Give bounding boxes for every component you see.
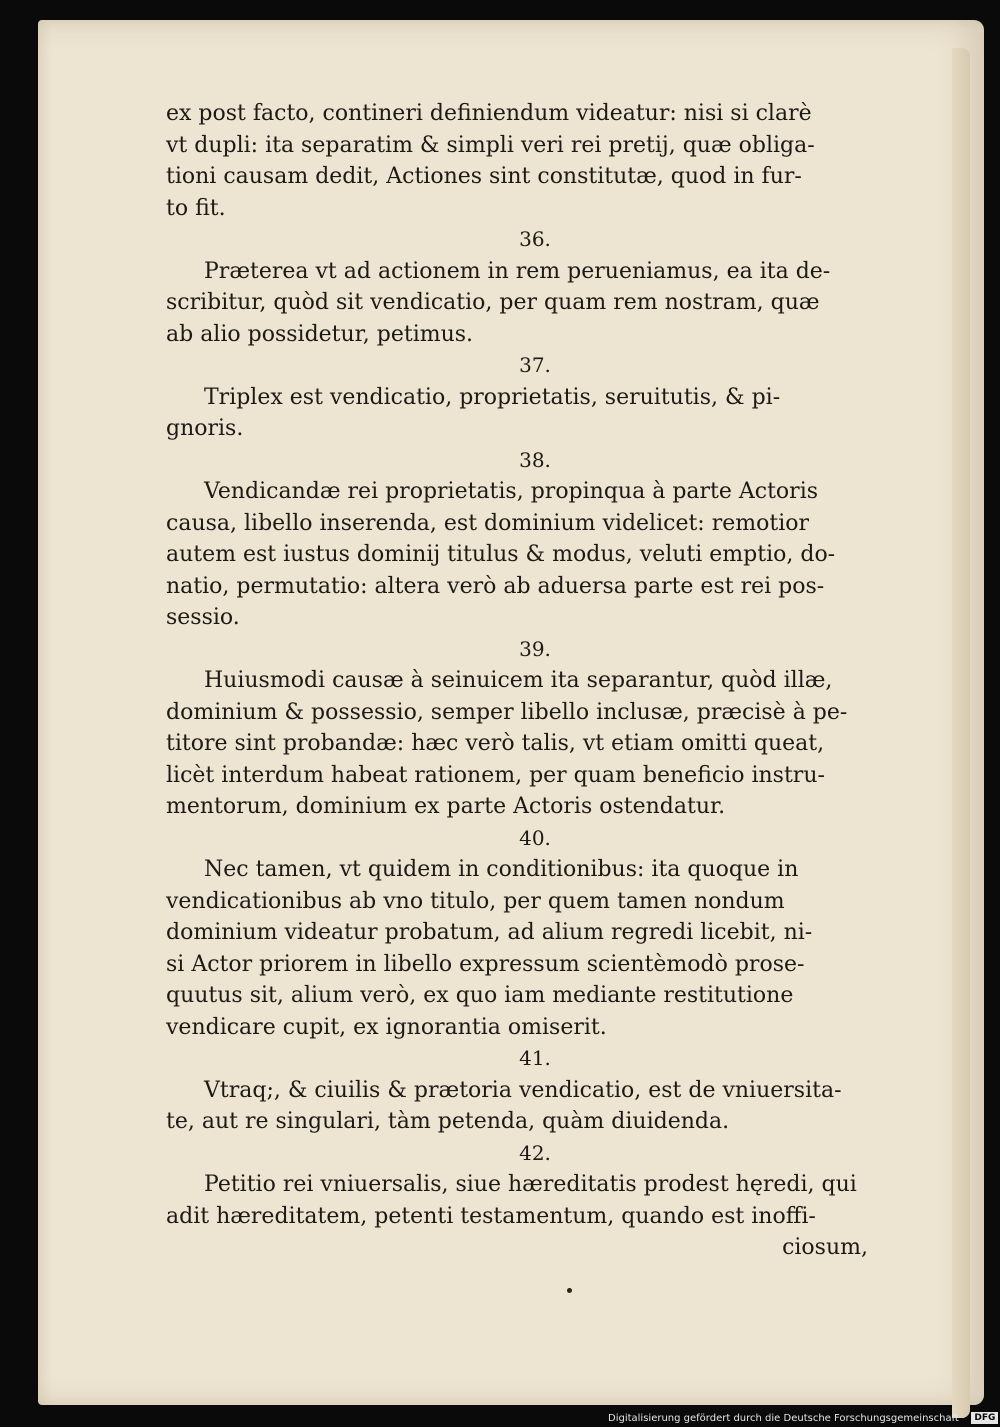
- text-line: vt dupli: ita separatim & simpli veri rei pretij, quæ obliga-: [166, 132, 815, 158]
- text-line: dominium videatur probatum, ad alium regredi licebit, ni-: [166, 920, 813, 945]
- text-line: tioni causam dedit, Actiones sint constitutæ, quod in fur-: [166, 164, 802, 189]
- section-number: 37.: [519, 353, 551, 377]
- text-line: to fit.: [166, 195, 226, 221]
- text-line: titore sint probandæ: hæc verò talis, vt etiam omitti queat,: [166, 731, 825, 756]
- text-line: vendicationibus ab vno titulo, per quem tamen nondum: [166, 888, 785, 914]
- text-line: mentorum, dominium ex parte Actoris ostendatur.: [166, 794, 726, 819]
- digitization-credit: [608, 1410, 998, 1427]
- text-line: sessio.: [166, 605, 240, 630]
- section-number: 36.: [519, 227, 551, 251]
- section-number: 42.: [519, 1140, 551, 1165]
- text-line: scribitur, quòd sit vendicatio, per quam rem nostram, quæ: [166, 290, 820, 315]
- text-line: licèt interdum habeat rationem, per quam beneficio instru-: [166, 762, 825, 788]
- text-line: si Actor priorem in libello expressum scientèmodò prose-: [166, 951, 805, 977]
- page-edge: [952, 48, 970, 1418]
- text-line: causa, libello inserenda, est dominium videlicet: remotior: [166, 510, 809, 536]
- text-line: Triplex est vendicatio, proprietatis, seruitutis, & pi-: [204, 384, 781, 410]
- text-line: te, aut re singulari, tàm petenda, quàm diuidenda.: [166, 1109, 730, 1134]
- section-number: 39.: [519, 636, 551, 661]
- section-number: 40.: [519, 825, 551, 850]
- text-line: ab alio possidetur, petimus.: [166, 321, 474, 347]
- text-line: Præterea vt ad actionem in rem perueniamus, ea ita de-: [204, 258, 831, 284]
- text-line: Vtraq;, & ciuilis & prætoria vendicatio, est de vniuersita-: [204, 1077, 842, 1103]
- text-line: Huiusmodi causæ à seinuicem ita separantur, quòd illæ,: [204, 668, 833, 693]
- credit-text: Digitalisierung gefördert durch die Deutsche Forschungsgemeinschaft ·: [608, 1413, 966, 1424]
- text-line: Vendicandæ rei proprietatis, propinqua à parte Actoris: [204, 479, 819, 504]
- text-line: Nec tamen, vt quidem in conditionibus: ita quoque in: [204, 857, 799, 882]
- text-line: quutus sit, alium verò, ex quo iam mediante restitutione: [166, 983, 794, 1008]
- book-page: [38, 20, 984, 1405]
- section-number: 38.: [519, 447, 551, 472]
- text-line: adit hæreditatem, petenti testamentum, quando est inoffi-: [166, 1203, 816, 1229]
- text-line: Petitio rei vniuersalis, siue hæreditatis prodest hęredi, qui: [204, 1172, 857, 1197]
- section-number: 41.: [519, 1046, 551, 1070]
- text-line: dominium & possessio, semper libello inclusæ, præcisè à pe-: [166, 699, 848, 725]
- dfg-logo: DFG: [971, 1412, 998, 1424]
- ink-spot: [567, 1288, 572, 1293]
- text-line: vendicare cupit, ex ignorantia omiserit.: [166, 1014, 607, 1040]
- text-line: ex post facto, contineri definiendum videatur: nisi si clarè: [166, 101, 812, 126]
- text-line: gnoris.: [166, 416, 244, 441]
- page-text: [166, 98, 868, 1264]
- catchword: ciosum,: [782, 1235, 868, 1260]
- text-line: natio, permutatio: altera verò ab aduersa parte est rei pos-: [166, 573, 825, 599]
- text-line: autem est iustus dominij titulus & modus, veluti emptio, do-: [166, 542, 836, 567]
